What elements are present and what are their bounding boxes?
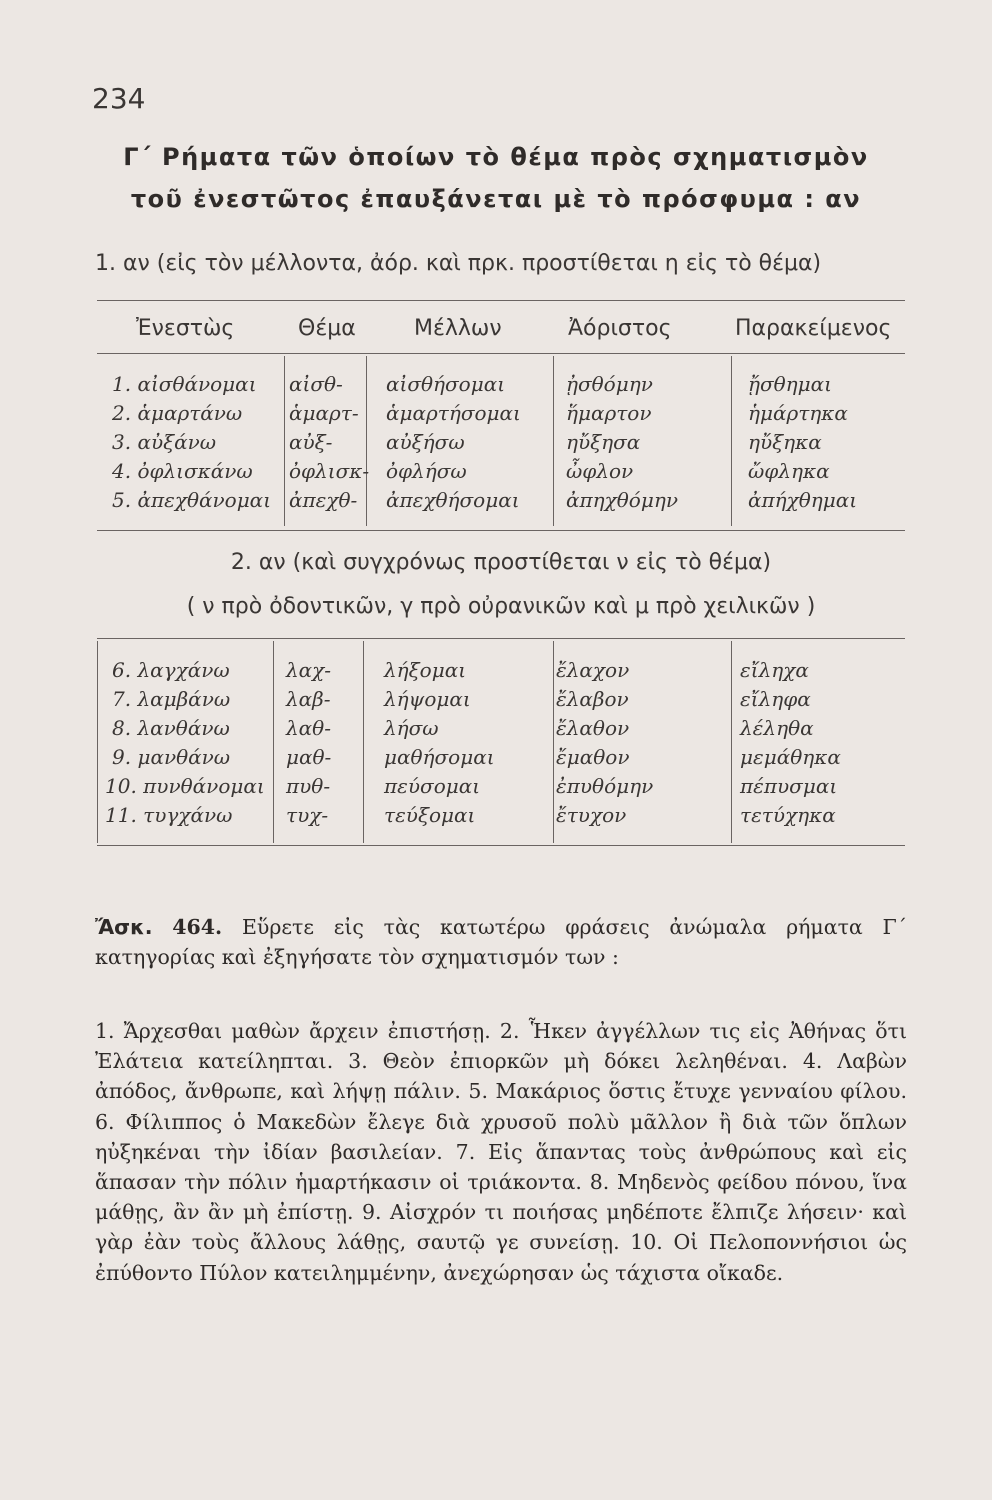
table-cell: ἀπεχθήσομαι — [386, 488, 520, 512]
table-cell: 4. ὀφλισκάνω — [112, 459, 253, 483]
table-cell: 10. πυνθάνομαι — [105, 774, 265, 798]
table-top-rule — [97, 300, 905, 301]
table-cell: λέληθα — [740, 716, 814, 740]
table-group1-bottom-rule — [97, 530, 905, 531]
table-cell: ἥμαρτον — [566, 401, 652, 425]
table-cell: τεύξομαι — [384, 803, 476, 827]
table-cell: λαθ- — [286, 716, 331, 740]
table-cell: ἔλαβον — [556, 687, 629, 711]
table-cell: τετύχηκα — [740, 803, 836, 827]
table-cell: 5. ἀπεχθάνομαι — [112, 488, 272, 512]
table-cell: ἔτυχον — [556, 803, 627, 827]
table-bottom-rule — [97, 845, 905, 846]
table-cell: 8. λανθάνω — [112, 716, 230, 740]
exercise-body: 1. Ἄρχεσθαι μαθὼν ἄρχειν ἐπιστήσῃ. 2. Ἧκεν ἀγγέλλων τις εἰς Ἀθήνας ὅτι Ἐλάτεια κατείληπται. 3. Θεὸν ἐπιορκῶν μὴ δόκει λεληθέναι. 4. Λαβὼν ἀπόδος, ἄνθρωπε, καὶ λήψῃ πάλιν. 5. Μακάριος ὅστις ἔτυχε γενναίου φίλου. 6. Φίλιππος ὁ Μακεδὼν ἔλεγε διὰ χρυσοῦ πολὺ μᾶλλον ἢ διὰ τῶν ὅπλων ηὐξηκέναι τὴν ἰδίαν βασιλείαν. 7. Εἰς ἅπαντας τοὺς ἀνθρώπους καὶ εἰς ἅπασαν τὴν πόλιν ἡμαρτήκασιν οἱ τριάκοντα. 8. Μηδενὸς φείδου πόνου, ἵνα μάθῃς, ἂν ἂν μὴ ἐπίστῃ. 9. Αἰσχρόν τι ποιήσας μηδέποτε ἔλπιζε λήσειν· καὶ γὰρ ἐὰν τοὺς ἄλλους λάθῃς, σαυτῷ γε συνείσῃ. 10. Οἱ Πελοποννήσιοι ὡς ἐπύθοντο Πύλον κατειλημμένην, ἀνεχώρησαν ὡς τάχιστα οἴκαδε. — [95, 1019, 907, 1285]
table-cell: ἔμαθον — [556, 745, 630, 769]
table-cell: λήσω — [384, 716, 439, 740]
table-cell: 3. αὐξάνω — [112, 430, 217, 454]
table-cell: μαθ- — [286, 745, 332, 769]
col-divider — [731, 356, 732, 526]
table-cell: αὐξήσω — [386, 430, 465, 454]
rule-1-text: 1. αν (εἰς τὸν μέλλοντα, ἀόρ. καὶ πρκ. προστίθεται η εἰς τὸ θέμα) — [95, 251, 822, 276]
table-cell: λαχ- — [286, 658, 332, 682]
table-cell: ἁμαρτ- — [289, 401, 359, 425]
table-group2-top-rule — [97, 638, 905, 639]
table-cell: 9. μανθάνω — [112, 745, 231, 769]
table-cell: εἴληχα — [740, 658, 809, 682]
exercise-instruction-text: Εὕρετε εἰς τὰς κατωτέρω φράσεις ἀνώμαλα ρήματα Γ΄ κατηγορίας καὶ ἐξηγήσατε τὸν σχηματισμόν των : — [95, 915, 907, 970]
table-cell: πεύσομαι — [384, 774, 481, 798]
table-cell: ὀφλήσω — [386, 459, 467, 483]
col-divider — [553, 641, 554, 843]
col-divider — [366, 356, 367, 526]
table-cell: λήψομαι — [384, 687, 471, 711]
table-header-rule — [97, 353, 905, 354]
table-cell: ἔλαθον — [556, 716, 630, 740]
table-cell: 11. τυγχάνω — [105, 803, 233, 827]
table-cell: ἀπεχθ- — [289, 488, 358, 512]
table-cell: τυχ- — [286, 803, 329, 827]
table-cell: ἔλαχον — [556, 658, 630, 682]
rule-2-note: ( ν πρὸ ὀδοντικῶν, γ πρὸ οὐρανικῶν καὶ μ πρὸ χειλικῶν ) — [186, 594, 816, 619]
table-cell: λήξομαι — [384, 658, 467, 682]
table-cell: ὤφληκα — [748, 459, 830, 483]
table-cell: ἀπηχθόμην — [566, 488, 678, 512]
page-number: 234 — [92, 82, 146, 115]
table-cell: αὐξ- — [289, 430, 333, 454]
table-cell: πέπυσμαι — [740, 774, 838, 798]
column-header-future: Μέλλων — [414, 316, 502, 341]
table-cell: 2. ἁμαρτάνω — [112, 401, 243, 425]
table-cell: ηὔξηκα — [748, 430, 822, 454]
table-cell: μεμάθηκα — [740, 745, 841, 769]
table-cell: εἴληφα — [740, 687, 811, 711]
table-cell: 7. λαμβάνω — [112, 687, 231, 711]
col-divider — [363, 641, 364, 843]
table-cell: αἰσθήσομαι — [386, 372, 506, 396]
col-divider — [731, 641, 732, 843]
column-header-present: Ἐνεστὼς — [136, 316, 235, 341]
table-cell: ἐπυθόμην — [556, 774, 654, 798]
table-cell: ἡμάρτηκα — [748, 401, 848, 425]
table-cell: ὦφλον — [566, 459, 634, 483]
table-cell: ηὔξησα — [566, 430, 641, 454]
section-heading-line-1: Γ΄ Ρήματα τῶν ὁποίων τὸ θέμα πρὸς σχηματισμὸν — [123, 143, 869, 171]
section-heading-line-2: τοῦ ἐνεστῶτος ἐπαυξάνεται μὲ τὸ πρόσφυμα : αν — [130, 185, 862, 213]
table-cell: αἰσθ- — [289, 372, 343, 396]
table-cell: ᾐσθόμην — [566, 372, 653, 396]
table-cell: πυθ- — [286, 774, 331, 798]
table-cell: 6. λαγχάνω — [112, 658, 230, 682]
table-cell: λαβ- — [286, 687, 331, 711]
exercise-instruction — [95, 912, 907, 972]
table-cell: ἁμαρτήσομαι — [386, 401, 521, 425]
exercise-label: Ἄσκ. — [95, 915, 153, 939]
rule-2-text: 2. αν (καὶ συγχρόνως προστίθεται ν εἰς τὸ θέμα) — [230, 550, 772, 575]
column-header-aorist: Ἀόριστος — [568, 316, 672, 341]
col-divider — [553, 356, 554, 526]
col-divider — [97, 641, 98, 843]
table-cell: μαθήσομαι — [384, 745, 495, 769]
table-cell: ὀφλισκ- — [289, 459, 370, 483]
col-divider — [284, 356, 285, 526]
exercise-number: 464. — [172, 915, 223, 939]
table-cell: ἀπήχθημαι — [748, 488, 858, 512]
col-divider — [273, 641, 274, 843]
table-cell: 1. αἰσθάνομαι — [112, 372, 257, 396]
column-header-perfect: Παρακείμενος — [735, 316, 892, 341]
column-header-stem: Θέμα — [298, 316, 356, 341]
table-cell: ᾔσθημαι — [748, 372, 833, 396]
